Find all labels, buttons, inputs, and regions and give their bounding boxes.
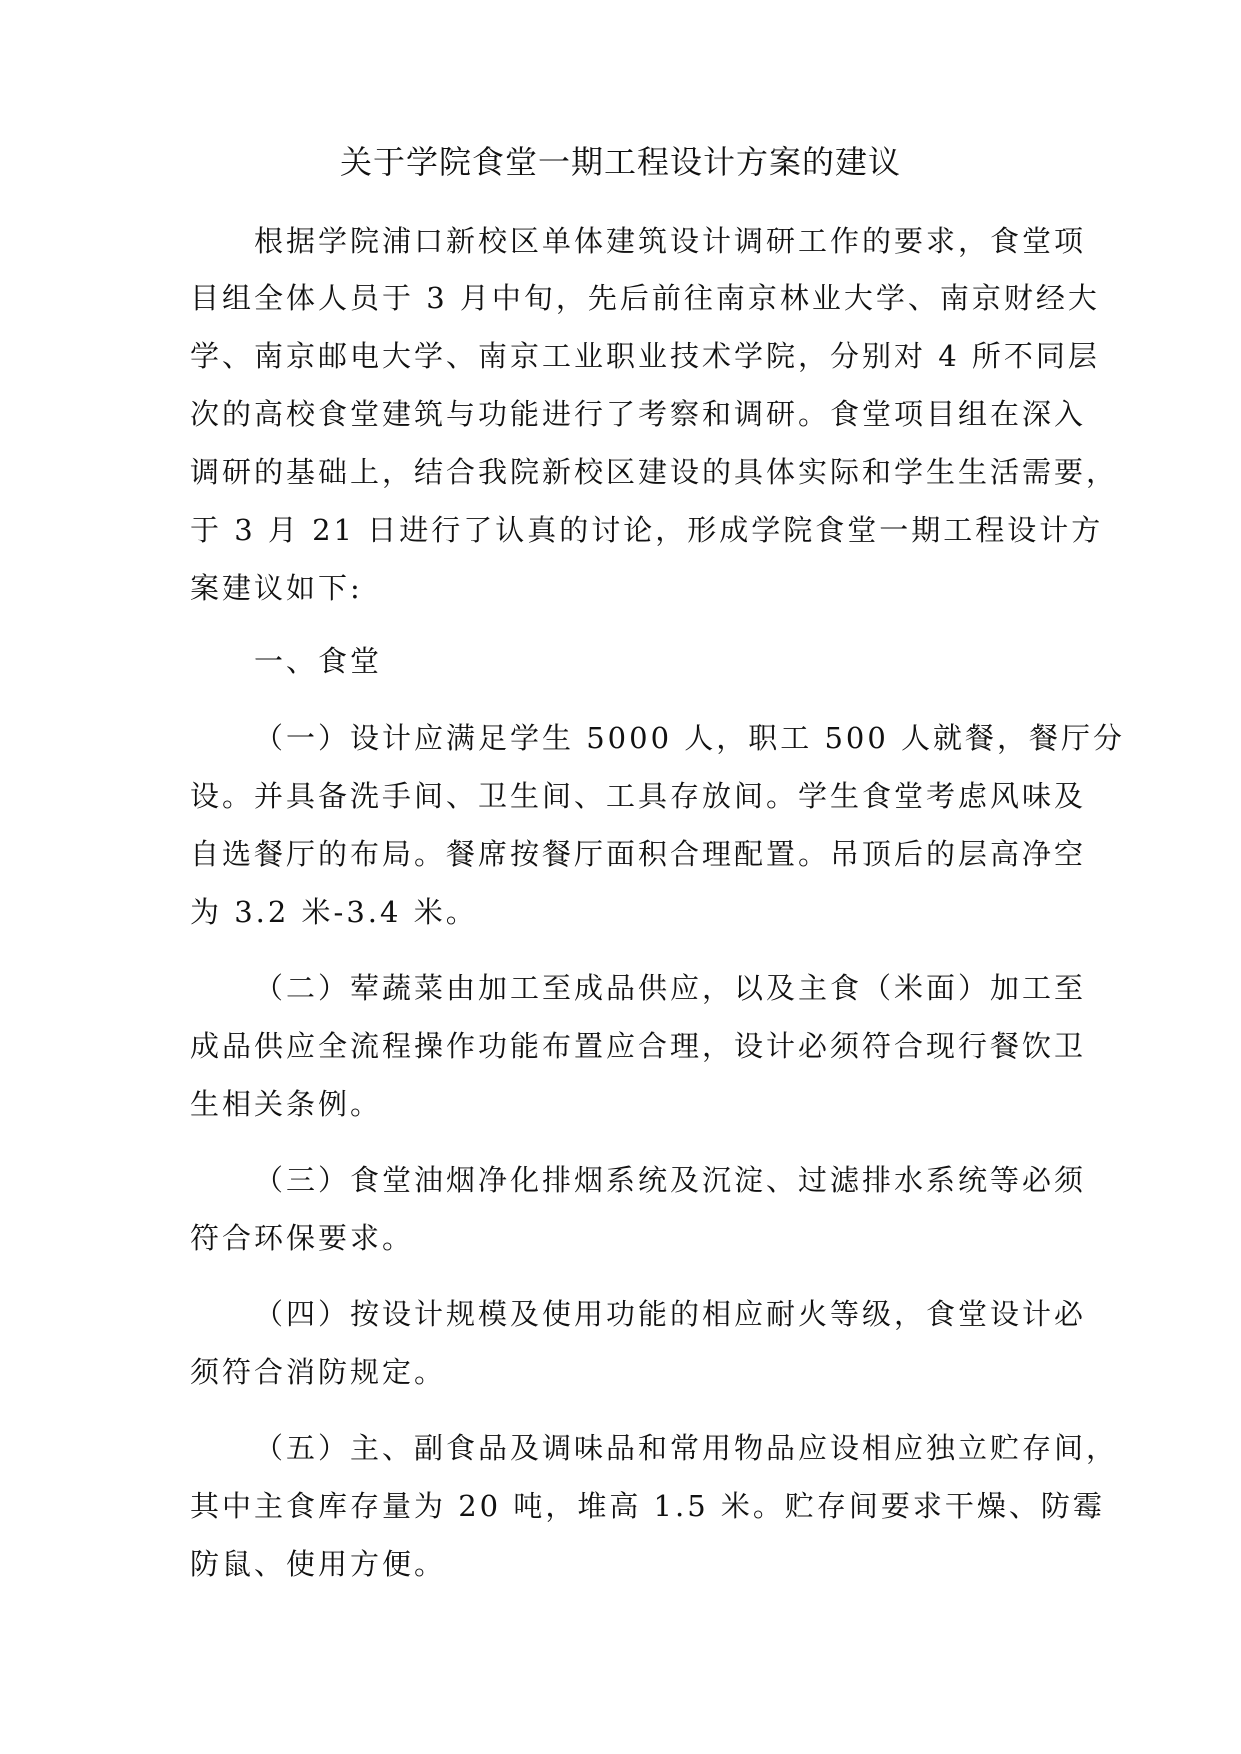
item-1-line-4: 为 3.2 米-3.4 米。 (190, 895, 478, 929)
body-line-1: 根据学院浦口新校区单体建筑设计调研工作的要求，食堂项 (254, 224, 1087, 258)
body-line-3: 学、南京邮电大学、南京工业职业技术学院，分别对 4 所不同层 (190, 339, 1100, 373)
item-1-line-2: 设。并具备洗手间、卫生间、工具存放间。学生食堂考虑风味及 (190, 779, 1087, 813)
item-3-line-2: 符合环保要求。 (190, 1221, 415, 1255)
body-line-7: 案建议如下: (190, 571, 363, 605)
item-2-line-2: 成品供应全流程操作功能布置应合理，设计必须符合现行餐饮卫 (190, 1029, 1087, 1063)
item-5-line-1: （五）主、副食品及调味品和常用物品应设相应独立贮存间， (254, 1431, 1119, 1465)
item-1-line-3: 自选餐厅的布局。餐席按餐厅面积合理配置。吊顶后的层高净空 (190, 837, 1087, 871)
body-line-2: 目组全体人员于 3 月中旬，先后前往南京林业大学、南京财经大 (190, 281, 1100, 315)
item-2-line-3: 生相关条例。 (190, 1087, 383, 1121)
body-line-5: 调研的基础上，结合我院新校区建设的具体实际和学生生活需要， (190, 455, 1119, 489)
item-5-line-2: 其中主食库存量为 20 吨，堆高 1.5 米。贮存间要求干燥、防霉 (190, 1489, 1105, 1523)
item-3-line-1: （三）食堂油烟净化排烟系统及沉淀、过滤排水系统等必须 (254, 1163, 1087, 1197)
item-1-line-1: （一）设计应满足学生 5000 人，职工 500 人就餐，餐厅分 (254, 721, 1126, 755)
item-5-line-3: 防鼠、使用方便。 (190, 1547, 447, 1581)
item-4-line-2: 须符合消防规定。 (190, 1355, 447, 1389)
section-heading-canteen: 一、食堂 (254, 644, 383, 678)
document-title: 关于学院食堂一期工程设计方案的建议 (339, 143, 901, 181)
body-line-6: 于 3 月 21 日进行了认真的讨论，形成学院食堂一期工程设计方 (190, 513, 1104, 547)
body-line-4: 次的高校食堂建筑与功能进行了考察和调研。食堂项目组在深入 (190, 397, 1087, 431)
item-4-line-1: （四）按设计规模及使用功能的相应耐火等级，食堂设计必 (254, 1297, 1087, 1331)
item-2-line-1: （二）荤蔬菜由加工至成品供应，以及主食（米面）加工至 (254, 971, 1087, 1005)
